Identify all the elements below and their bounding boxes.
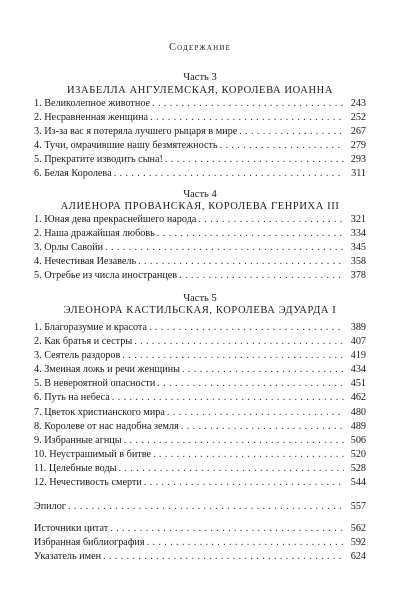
toc-entry[interactable]	[34, 321, 366, 335]
toc-entry[interactable]	[34, 139, 366, 153]
toc-entry[interactable]	[34, 377, 366, 391]
toc-entry[interactable]	[34, 227, 366, 241]
chapter-title: 1. Благоразумие и красота	[34, 322, 148, 333]
page-number: 562	[350, 523, 366, 534]
part-4-title: АЛИЕНОРА ПРОВАНСКАЯ, КОРОЛЕВА ГЕНРИХА III	[60, 201, 340, 212]
dot-leader	[114, 167, 344, 181]
dot-leader	[103, 550, 344, 564]
toc-entry[interactable]	[34, 349, 366, 363]
chapter-title: 8. Королеве от нас надобна земля	[34, 420, 179, 432]
toc-entry[interactable]	[34, 462, 366, 476]
page-number: 544	[350, 477, 366, 489]
dot-leader	[179, 269, 344, 283]
chapter-title: 2. Как братья и сестры	[34, 336, 133, 348]
chapter-title: 6. Белая Королева	[34, 168, 112, 180]
dot-leader	[68, 500, 344, 514]
toc-entry[interactable]	[34, 241, 366, 255]
dot-leader	[147, 536, 344, 550]
toc-entry[interactable]	[34, 448, 366, 462]
dot-leader	[152, 97, 344, 111]
page-number: 345	[350, 242, 366, 254]
chapter-title: 7. Цветок христианского мира	[34, 406, 165, 418]
page-number: 434	[350, 364, 366, 376]
back-matter-title: Указатель имен	[34, 551, 102, 563]
toc-entry[interactable]	[34, 476, 366, 490]
part-4-chapter-list	[34, 213, 366, 283]
dot-leader	[220, 139, 344, 153]
page-number: 378	[350, 270, 366, 282]
toc-entry[interactable]	[34, 420, 366, 434]
page-number: 252	[350, 112, 366, 124]
page-number: 520	[350, 448, 366, 460]
part-3-title: ИЗАБЕЛЛА АНГУЛЕМСКАЯ, КОРОЛЕВА ИОАННА	[67, 85, 333, 96]
chapter-title: 2. Несравненная женщина	[34, 112, 149, 124]
chapter-title: 4. Нечестивая Иезавель	[34, 256, 137, 268]
part-3-chapter-list	[34, 97, 366, 182]
part-5-title: ЭЛЕОНОРА КАСТИЛЬСКАЯ, КОРОЛЕВА ЭДУАРДА I	[63, 305, 337, 316]
chapter-title: 1. Юная дева прекраснейшего народа	[34, 214, 197, 225]
chapter-title: 9. Избранные агнцы	[34, 434, 122, 446]
chapter-title: 11. Целебные воды	[34, 462, 117, 474]
page-number: 528	[350, 462, 366, 474]
chapter-title: 5. Прекратите изводить сына!	[34, 154, 163, 166]
toc-entry[interactable]	[34, 536, 366, 550]
page-number: 451	[350, 378, 366, 390]
dot-leader	[105, 241, 344, 255]
dot-leader	[112, 391, 344, 405]
chapter-title: 6. Путь на небеса	[34, 392, 110, 404]
page-number: 407	[350, 336, 366, 348]
page-number: 334	[350, 228, 366, 240]
toc-entry[interactable]	[34, 434, 366, 448]
dot-leader	[181, 420, 344, 434]
dot-leader	[165, 153, 344, 167]
toc-entry[interactable]	[34, 391, 366, 405]
chapter-title: 5. В невероятной опасности	[34, 378, 156, 390]
toc-entry[interactable]	[34, 522, 366, 536]
toc-entry[interactable]	[34, 125, 366, 139]
dot-leader	[167, 406, 344, 420]
dot-leader	[182, 363, 344, 377]
page-number: 462	[350, 392, 366, 404]
dot-leader	[157, 227, 344, 241]
part-3-number: Часть 3	[183, 72, 217, 83]
part-4-number: Часть 4	[183, 189, 217, 200]
toc-entry[interactable]	[34, 153, 366, 167]
page-number: 311	[351, 168, 366, 180]
page-number: 267	[350, 126, 366, 138]
back-matter-title: Источники цитат	[34, 523, 109, 534]
page-number: 321	[350, 214, 366, 225]
dot-leader	[144, 476, 344, 490]
part-5-chapter-list	[34, 321, 366, 490]
chapter-title: 12. Нечестивость смерти	[34, 477, 142, 489]
toc-entry[interactable]	[34, 363, 366, 377]
dot-leader	[153, 448, 344, 462]
page-number: 243	[350, 98, 366, 109]
dot-leader	[124, 434, 344, 448]
dot-leader	[122, 349, 344, 363]
toc-entry[interactable]	[34, 269, 366, 283]
dot-leader	[134, 335, 344, 349]
page-number: 480	[350, 406, 366, 418]
part-5-number: Часть 5	[183, 293, 217, 304]
chapter-title: 10. Неустрашимый в битве	[34, 448, 152, 460]
dot-leader	[239, 125, 344, 139]
page-number: 358	[350, 256, 366, 268]
chapter-title: 5. Отребье из числа иностранцев	[34, 270, 178, 282]
toc-entry[interactable]	[34, 406, 366, 420]
page-number: 557	[350, 501, 366, 512]
page-header: Содержание	[168, 42, 232, 53]
page-number: 624	[350, 551, 366, 563]
page-number: 279	[350, 140, 366, 152]
chapter-title: 4. Змеиная ложь и речи женщины	[34, 364, 181, 376]
dot-leader	[110, 522, 344, 536]
chapter-title: 3. Из-за вас я потеряла лучшего рыцаря в мире	[34, 126, 238, 138]
chapter-title: 3. Орлы Савойи	[34, 242, 104, 254]
dot-leader	[149, 321, 344, 335]
toc-entry[interactable]	[34, 335, 366, 349]
page-number: 489	[350, 420, 366, 432]
toc-entry[interactable]	[34, 167, 366, 181]
dot-leader	[119, 462, 344, 476]
epilogue-title: Эпилог	[34, 501, 66, 512]
chapter-title: 2. Наша дражайшая любовь	[34, 228, 155, 240]
page-number: 389	[350, 322, 366, 333]
epilogue-list	[34, 500, 366, 514]
chapter-title: 4. Тучи, омрачившие нашу безмятежность	[34, 140, 218, 152]
toc-entry[interactable]	[34, 111, 366, 125]
dot-leader	[157, 377, 344, 391]
back-matter-title: Избранная библиография	[34, 537, 145, 549]
page-number: 506	[350, 434, 366, 446]
dot-leader	[150, 111, 344, 125]
page-number: 293	[350, 154, 366, 166]
back-matter-list	[34, 522, 366, 564]
toc-entry[interactable]	[34, 255, 366, 269]
chapter-title: 1. Великолепное животное	[34, 98, 151, 109]
dot-leader	[138, 255, 344, 269]
toc-entry-epilogue[interactable]	[34, 500, 366, 514]
chapter-title: 3. Сеятель раздоров	[34, 350, 121, 362]
page-number: 419	[350, 350, 366, 362]
toc-entry[interactable]	[34, 213, 366, 227]
toc-entry[interactable]	[34, 97, 366, 111]
page-number: 592	[350, 537, 366, 549]
dot-leader	[198, 213, 344, 227]
toc-entry[interactable]	[34, 550, 366, 564]
